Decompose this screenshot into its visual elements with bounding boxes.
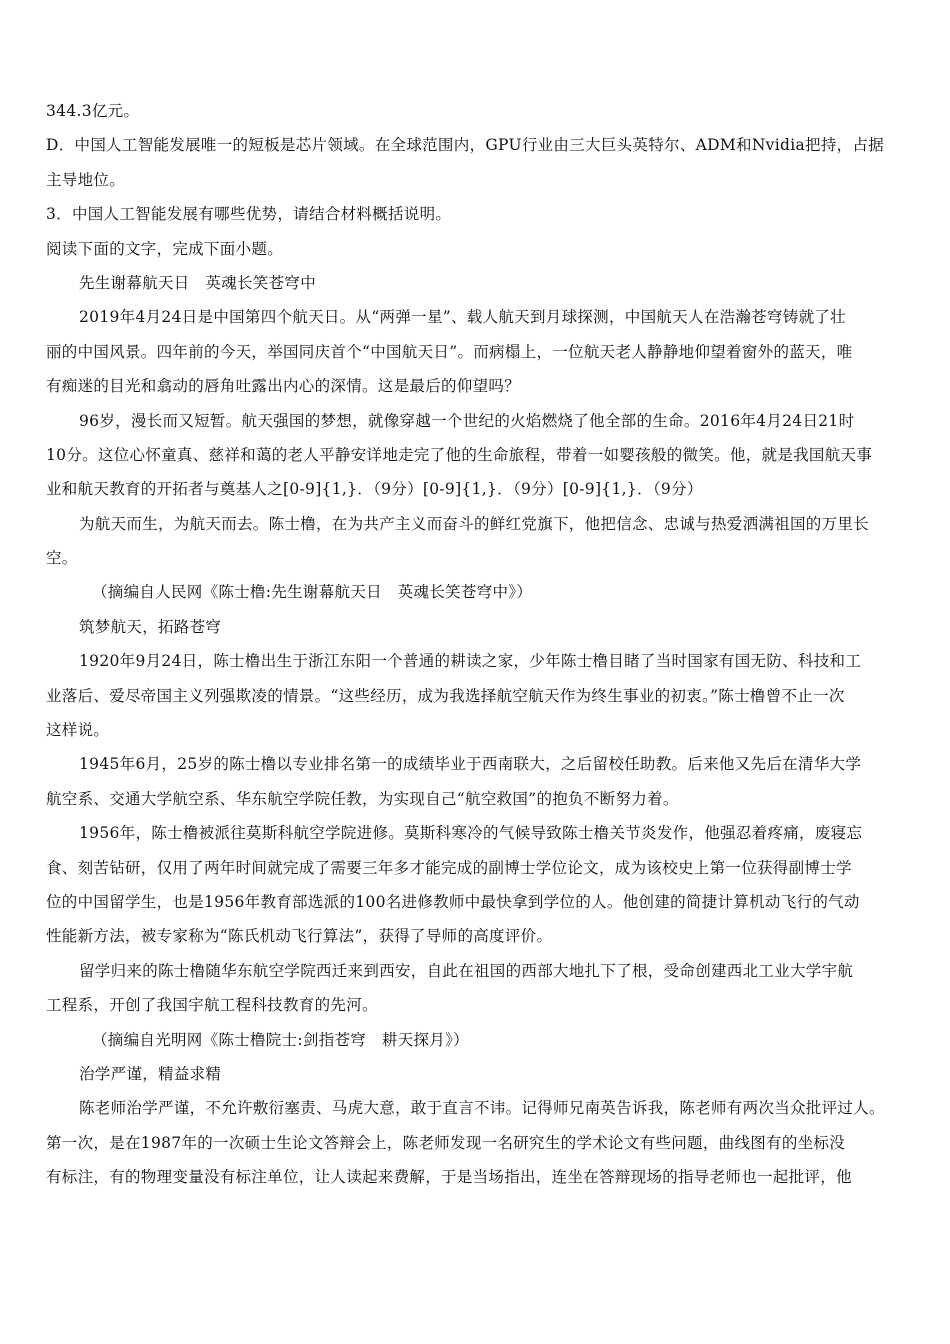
text-line: 陈老师治学严谨，不允许敷衍塞责、马虎大意，敢于直言不讳。记得师兄南英告诉我，陈老师有两次当众批评过人。 — [79, 1099, 885, 1118]
section-heading: 筑梦航天，拓路苍穹 — [79, 617, 222, 636]
text-line: 食、刻苦钻研，仅用了两年时间就完成了需要三年多才能完成的副博士学位论文，成为该校史上第一位获得副博士学 — [46, 858, 852, 877]
text-line: 1956年，陈士橹被派往莫斯科航空学院进修。莫斯科寒冷的气候导致陈士橹关节炎发作，他强忍着疼痛，废寝忘 — [79, 824, 863, 843]
text-line: 有标注，有的物理变量没有标注单位，让人读起来费解，于是当场指出，连坐在答辩现场的指导老师也一起批评，他 — [46, 1168, 852, 1187]
text-line: 主导地位。 — [46, 170, 126, 189]
text-line: 1920年9月24日，陈士橹出生于浙江东阳一个普通的耕读之家，少年陈士橹目睹了当时国家有国无防、科技和工 — [79, 652, 862, 671]
text-line: 业和航天教育的开拓者与奠基人之[0-9]{1,}．（9分）[0-9]{1,}．（9分）[0-9]{1,}．（9分） — [46, 480, 703, 499]
text-line: 2019年4月24日是中国第四个航天日。从“两弹一星”、载人航天到月球探测，中国航天人在浩瀚苍穹铸就了壮 — [79, 308, 846, 327]
text-line: 1945年6月，25岁的陈士橹以专业排名第一的成绩毕业于西南联大，之后留校任助教。后来他又先后在清华大学 — [79, 755, 862, 774]
reading-instruction: 阅读下面的文字，完成下面小题。 — [46, 239, 284, 258]
source-citation: （摘编自光明网《陈士橹院士:剑指苍穹 耕天探月》） — [92, 1030, 469, 1049]
text-line: 性能新方法，被专家称为“陈氏机动飞行算法”，获得了导师的高度评价。 — [46, 927, 553, 946]
section-heading: 治学严谨，精益求精 — [79, 1064, 222, 1083]
text-line: 空。 — [46, 549, 78, 568]
text-line: 工程系，开创了我国宇航工程科技教育的先河。 — [46, 996, 378, 1015]
text-line: 留学归来的陈士橹随华东航空学院西迁来到西安，自此在祖国的西部大地扎下了根，受命创建西北工业大学宇航 — [79, 961, 854, 980]
document-page — [46, 94, 908, 1195]
text-line: 这样说。 — [46, 721, 110, 740]
text-line: 业落后、爱尽帝国主义列强欺凌的情景。“这些经历，成为我选择航空航天作为终生事业的初衷。”陈士橹曾不止一次 — [46, 686, 845, 705]
text-line: 第一次，是在1987年的一次硕士生论文答辩会上，陈老师发现一名研究生的学术论文有些问题，曲线图有的坐标没 — [46, 1133, 846, 1152]
article-title: 先生谢幕航天日 英魂长笑苍穹中 — [79, 273, 317, 292]
text-line: 10分。这位心怀童真、慈祥和蔼的老人平静安详地走完了他的生命旅程，带着一如婴孩般的微笑。他，就是我国航天事 — [46, 445, 873, 464]
text-line: 96岁，漫长而又短暂。航天强国的梦想，就像穿越一个世纪的火焰燃烧了他全部的生命。2016年4月24日21时 — [79, 411, 855, 430]
text-line: 丽的中国风景。四年前的今天，举国同庆首个“中国航天日”。而病榻上，一位航天老人静静地仰望着窗外的蓝天，唯 — [46, 342, 853, 361]
text-line: 为航天而生，为航天而去。陈士橹，在为共产主义而奋斗的鲜红党旗下，他把信念、忠诚与热爱洒满祖国的万里长 — [79, 514, 870, 533]
text-line: D．中国人工智能发展唯一的短板是芯片领域。在全球范围内，GPU行业由三大巨头英特尔、ADM和Nvidia把持，占据 — [46, 136, 885, 155]
text-line: 有痴迷的目光和翕动的唇角吐露出内心的深情。这是最后的仰望吗？ — [46, 377, 521, 396]
text-line: 位的中国留学生，也是1956年教育部选派的100名进修教师中最快拿到学位的人。他创建的简捷计算机动飞行的气动 — [46, 892, 860, 911]
question-3: 3．中国人工智能发展有哪些优势，请结合材料概括说明。 — [46, 205, 452, 224]
source-citation: （摘编自人民网《陈士橹:先生谢幕航天日 英魂长笑苍穹中》） — [92, 583, 533, 602]
text-line: 航空系、交通大学航空系、华东航空学院任教，为实现自己“航空救国”的抱负不断努力着。 — [46, 789, 679, 808]
text-line: 344.3亿元。 — [46, 102, 140, 120]
